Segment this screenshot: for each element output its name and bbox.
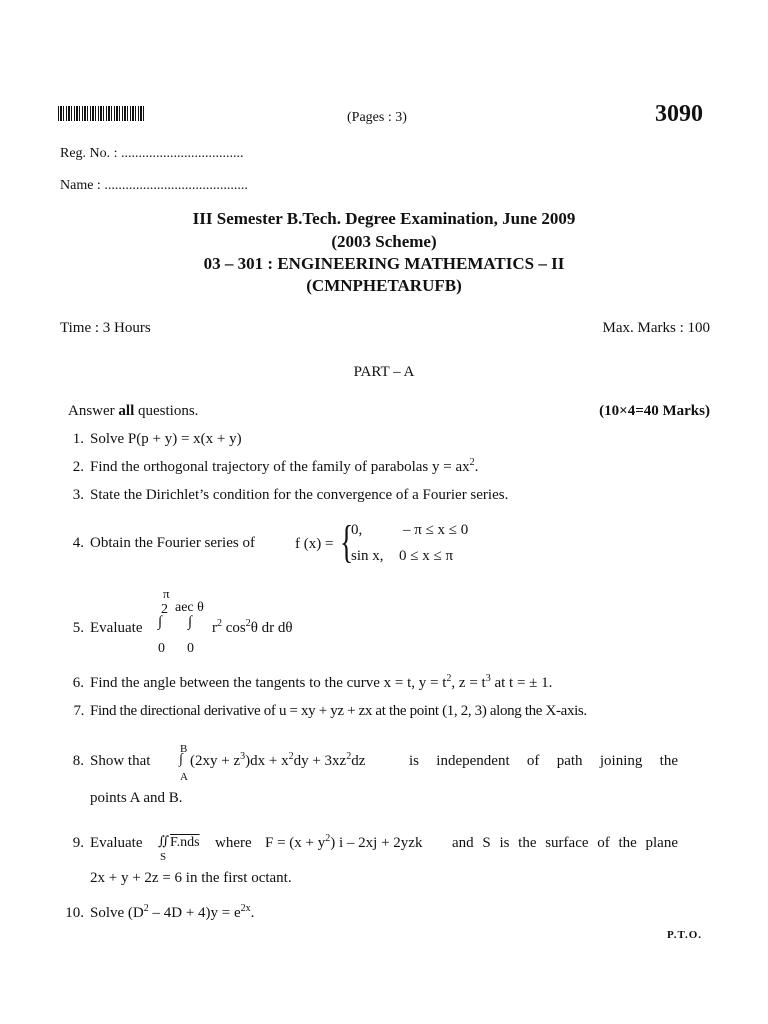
- q5-integral-1: ∫: [158, 614, 163, 630]
- q4-case2-condition: 0 ≤ x ≤ π: [399, 548, 454, 564]
- q9-line-2: 2x + y + 2z = 6 in the first octant.: [90, 870, 292, 886]
- barcode: [58, 106, 146, 121]
- q8-upper-limit: B: [180, 743, 188, 755]
- question-1: 1. Solve P(p + y) = x(x + y): [72, 431, 242, 447]
- q8-tail: is independent of path joining the: [409, 753, 678, 769]
- name-field: Name : .........................................: [60, 178, 248, 193]
- question-3: 3. State the Dirichlet’s condition for the convergence of a Fourier series.: [72, 487, 509, 503]
- q4-case1-value: 0,: [351, 522, 363, 538]
- q4-function: f (x) =: [295, 536, 334, 552]
- part-heading: PART – A: [353, 364, 415, 380]
- exam-title: III Semester B.Tech. Degree Examination, June 2009: [192, 209, 576, 228]
- q8-integral: ∫: [179, 752, 183, 767]
- subject-title: 03 – 301 : ENGINEERING MATHEMATICS – II: [203, 254, 565, 273]
- q8-expression: $(2xy + z^3)dx + x^2dy + 3xz^2dz$: [190, 751, 366, 769]
- question-9: 9. Evaluate: [72, 835, 143, 851]
- q4-case1-condition: – π ≤ x ≤ 0: [403, 522, 469, 538]
- pto-label: P.T.O.: [667, 929, 703, 941]
- q4-brace: {: [340, 516, 354, 567]
- q9-integrand: F.nds: [170, 835, 200, 850]
- reg-no-field: Reg. No. : ...................................: [60, 146, 244, 161]
- q5-integrand: $r^2$ $\cos^2\theta$ dr dθ: [212, 618, 293, 636]
- question-7: 7. Find the directional derivative of u = xy + yz + zx at the point (1, 2, 3) along the X-axis.: [73, 703, 587, 719]
- q5-lower-2: 0: [187, 641, 194, 656]
- part-marks: (10×4=40 Marks): [599, 403, 710, 419]
- q5-integral-2: ∫: [188, 614, 193, 630]
- q9-integral: ∬: [158, 833, 170, 848]
- q4-case2-value: sin x,: [351, 548, 384, 564]
- question-8: 8. Show that: [72, 753, 151, 769]
- q9-field-definition: $F = (x + y^2)$ i – 2xj + 2yzk: [265, 833, 423, 851]
- q9-where: where: [215, 835, 252, 851]
- pages-label: (Pages : 3): [347, 110, 407, 125]
- q5-upper-limit: aec θ: [175, 600, 204, 615]
- q8-line-2: points A and B.: [90, 790, 183, 806]
- question-10: 10. Solve $(D^2 - 4D + 4)y = e^{2x}$.: [65, 903, 255, 921]
- q8-lower-limit: A: [180, 771, 188, 783]
- q5-upper-pi: π: [163, 586, 170, 601]
- q5-lower-1: 0: [158, 641, 165, 656]
- q9-tail: and S is the surface of the plane: [452, 835, 678, 851]
- question-2: 2. Find the orthogonal trajectory of the family of parabolas $y = ax^2$.: [72, 457, 479, 475]
- time-label: Time : 3 Hours: [60, 320, 151, 336]
- subject-branch: (CMNPHETARUFB): [306, 276, 462, 295]
- question-6: 6. Find the angle between the tangents to the curve x = t, $y = t^2$, $z = t^3$ at t = ± 1.: [72, 673, 553, 691]
- question-5: 5. Evaluate: [72, 620, 143, 636]
- answer-instruction: Answer all questions.: [68, 403, 199, 419]
- q9-surface-label: S: [160, 851, 167, 863]
- paper-code: 3090: [655, 101, 703, 127]
- exam-scheme: (2003 Scheme): [331, 232, 437, 251]
- max-marks-label: Max. Marks : 100: [602, 320, 710, 336]
- q5-upper-two: 2: [161, 602, 168, 617]
- question-4: 4. Obtain the Fourier series of: [72, 535, 255, 551]
